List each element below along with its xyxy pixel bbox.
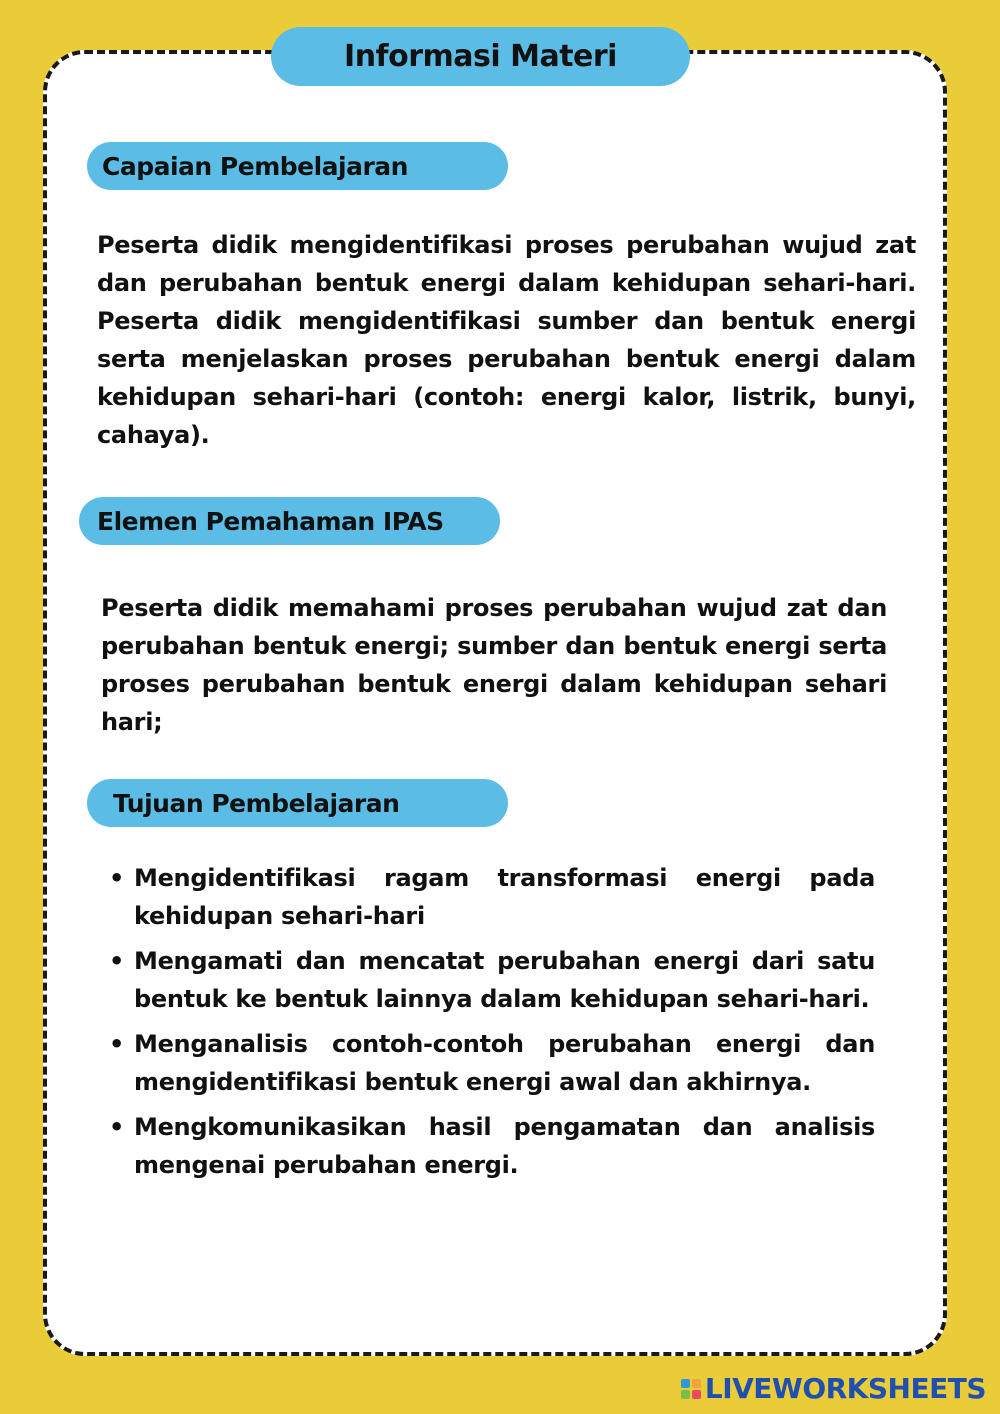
bullet-icon: • — [109, 947, 125, 975]
logo-text: LIVEWORKSHEETS — [704, 1372, 986, 1405]
capaian-text: Peserta didik mengidentifikasi proses perubahan wujud zat dan perubahan bentuk energi dalam kehidupan sehari-hari. Peserta didik mengidentifikasi sumber dan bentuk energi serta menjelaskan proses perubahan bentuk energi dalam kehidupan sehari-hari (contoh: energi kalor, listrik, bunyi, cahaya). — [97, 231, 916, 449]
bullet-icon: • — [109, 864, 125, 892]
liveworksheets-logo[interactable] — [681, 1372, 986, 1405]
list-item: • Mengamati dan mencatat perubahan energi dari satu bentuk ke bentuk lainnya dalam kehidupan sehari-hari. — [103, 942, 875, 1018]
bullet-icon: • — [109, 1113, 125, 1141]
section-heading-elemen: Elemen Pemahaman IPAS — [79, 497, 500, 545]
liveworksheets-blocks-icon — [681, 1379, 701, 1399]
section-heading-capaian: Capaian Pembelajaran — [87, 142, 508, 190]
elemen-text: Peserta didik memahami proses perubahan wujud zat dan perubahan bentuk energi; sumber dan bentuk energi serta proses perubahan bentuk energi dalam kehidupan sehari hari; — [101, 594, 887, 736]
list-item: • Mengkomunikasikan hasil pengamatan dan analisis mengenai perubahan energi. — [103, 1108, 875, 1184]
section-heading-tujuan: Tujuan Pembelajaran — [87, 779, 508, 827]
page-title: Informasi Materi — [271, 27, 690, 86]
list-item: • Mengidentifikasi ragam transformasi energi pada kehidupan sehari-hari — [103, 859, 875, 935]
bullet-icon: • — [109, 1030, 125, 1058]
list-item: • Menganalisis contoh-contoh perubahan energi dan mengidentifikasi bentuk energi awal dan akhirnya. — [103, 1025, 875, 1101]
tujuan-list — [103, 859, 875, 1191]
